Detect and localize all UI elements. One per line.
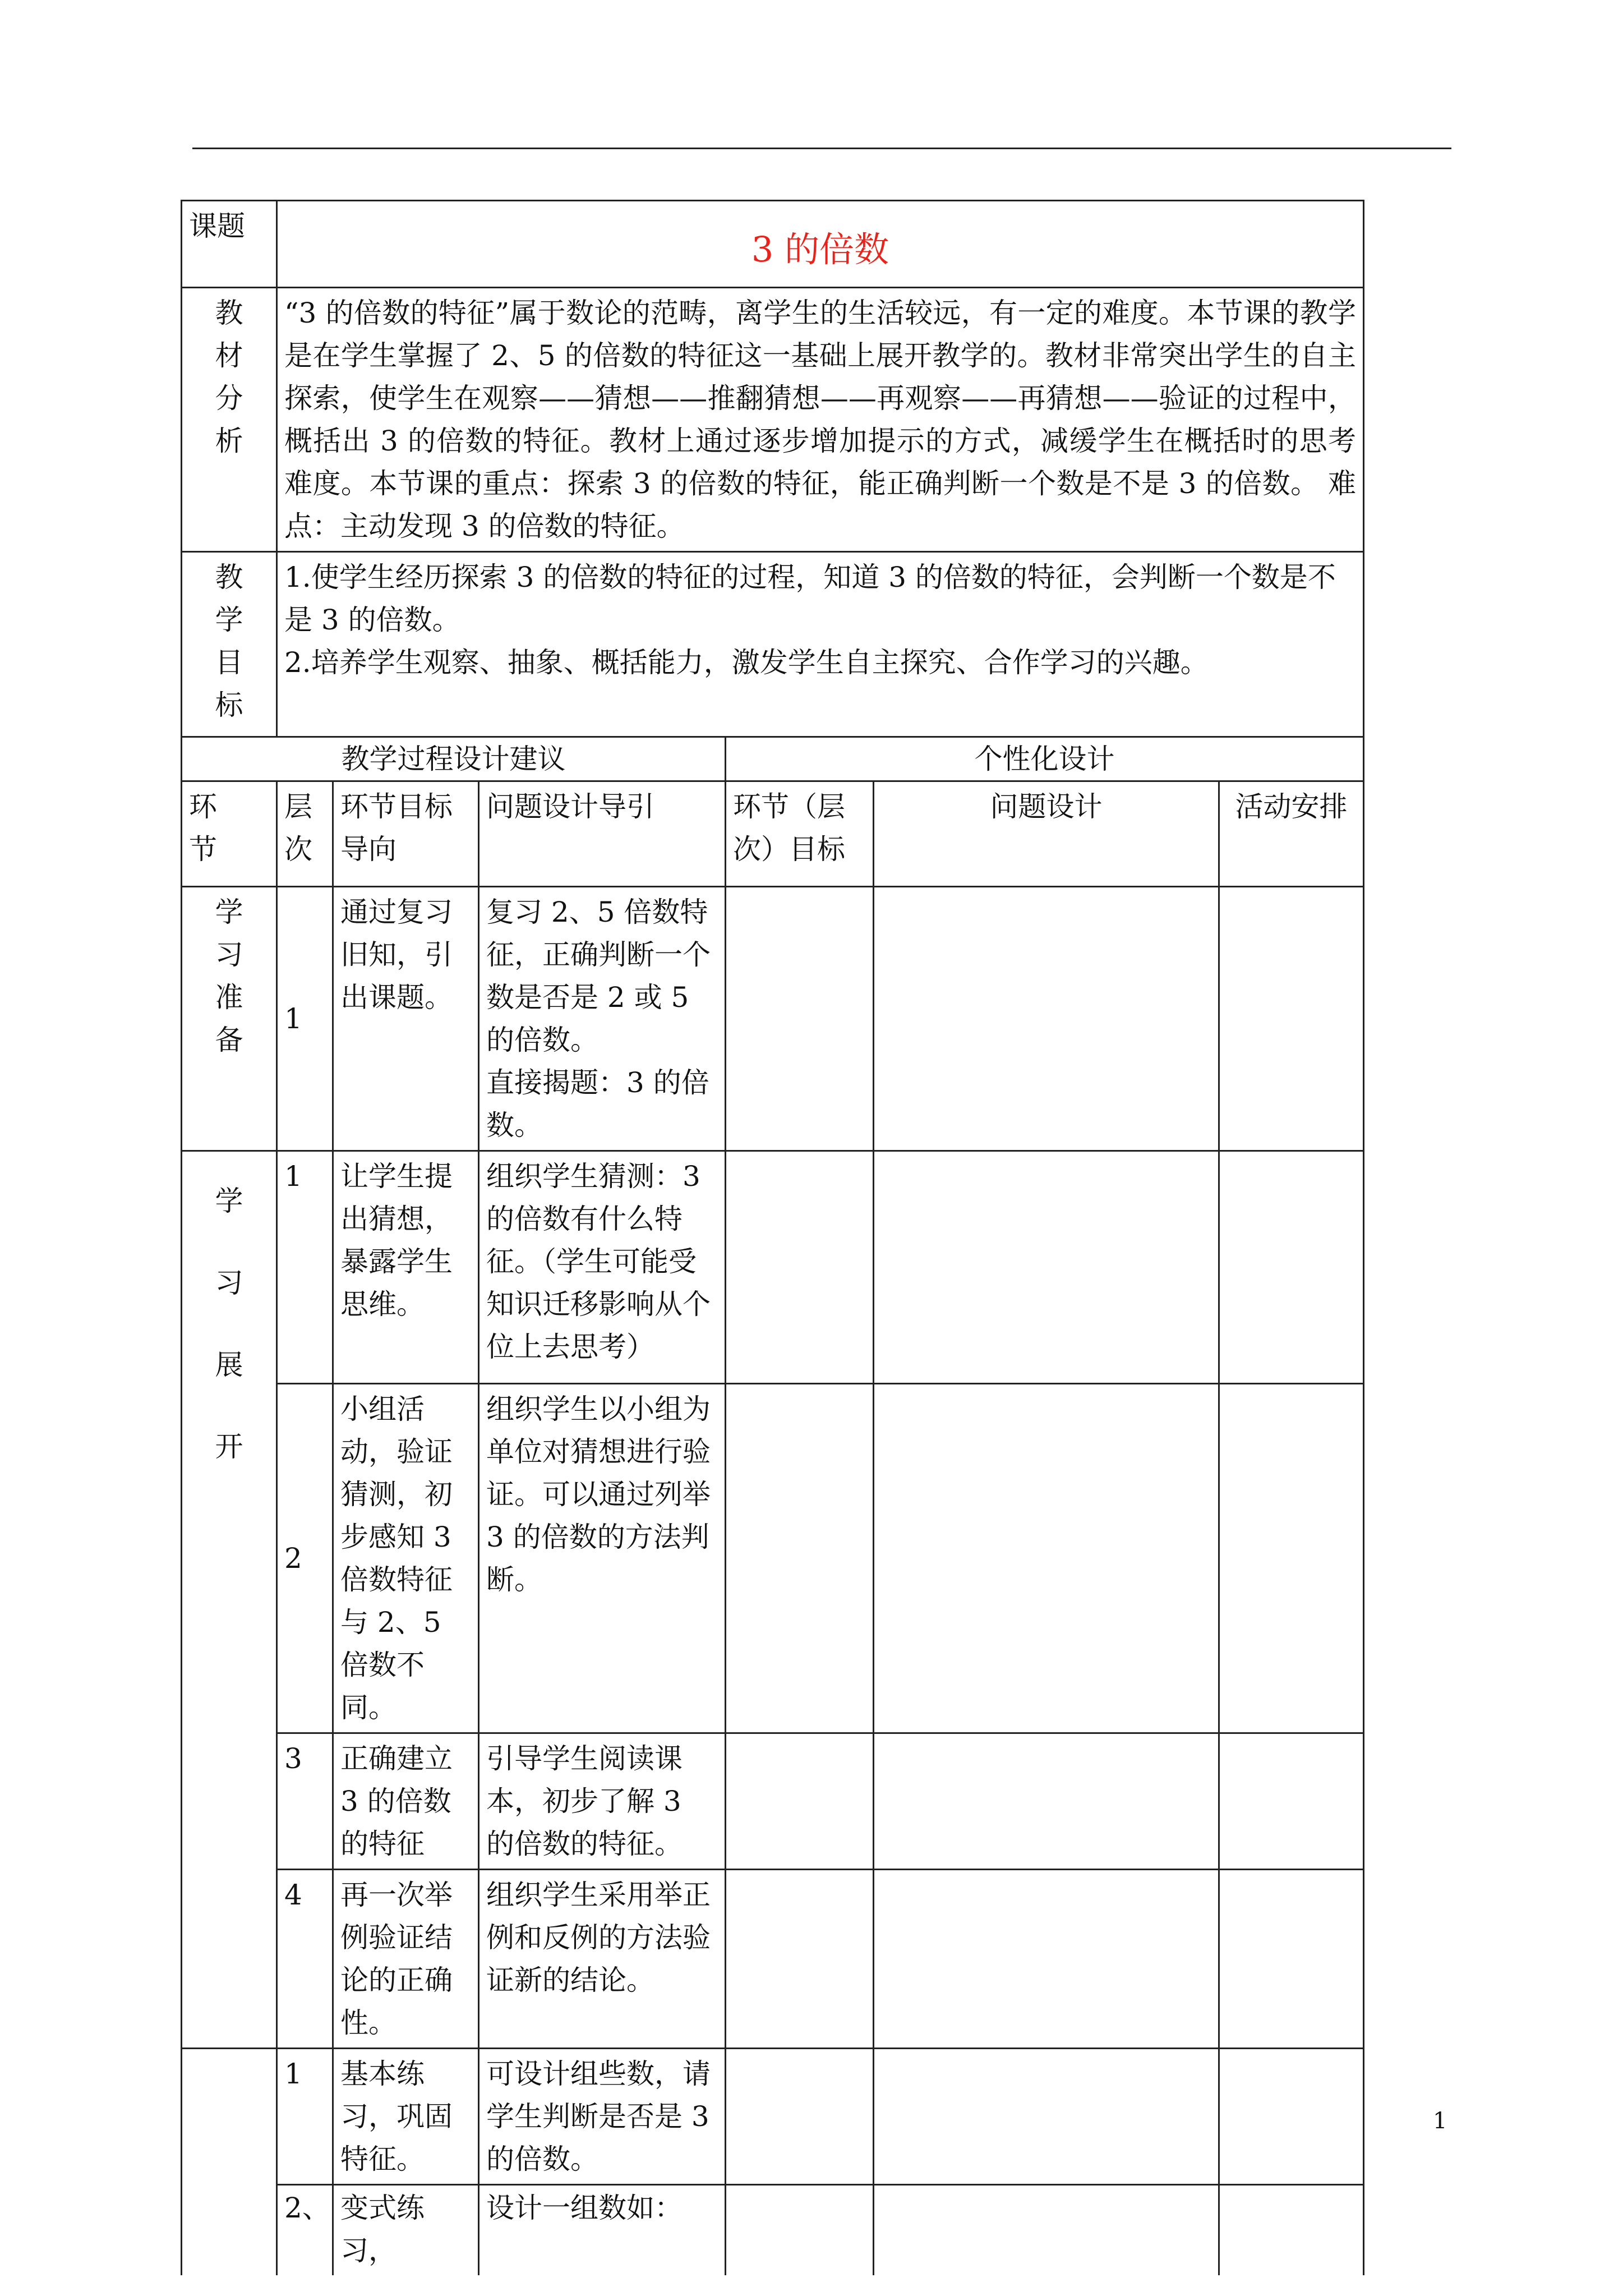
target-cell: 小组活动，验证猜测，初步感知 3 倍数特征与 2、5 倍数不同。 [333, 1384, 479, 1733]
analysis-text: “3 的倍数的特征”属于数论的范畴，离学生的生活较远，有一定的难度。本节课的教学是在学生掌握了 2、5 的倍数的特征这一基础上展开教学的。教材非常突出学生的自主探索，使学生在观察——猜想——推翻猜想——再观察——再猜想——验证的过程中，概括出 3 的倍数的特征。教材上通过逐步增加提示的方式，减缓学生在概括时的思考难度。本节课的重点：探索 3 的倍数的特征，能正确判断一个数是不是 3 的倍数。 难点：主动发现 3 的倍数的特征。 [277, 288, 1364, 552]
level-cell: 2 [277, 1384, 333, 1733]
table-row [182, 1384, 1364, 1733]
table-row [182, 1151, 1364, 1384]
stage-label [182, 2049, 277, 2276]
goals-row [182, 552, 1364, 737]
table-row [182, 887, 1364, 1151]
lesson-title-row [182, 201, 1364, 288]
page-number: 1 [1433, 2108, 1447, 2134]
goal-item: 2.培养学生观察、抽象、概括能力，激发学生自主探究、合作学习的兴趣。 [284, 646, 1209, 679]
guide-cell: 组织学生猜测：3 的倍数有什么特征。（学生可能受知识迁移影响从个位上去思考） [479, 1151, 726, 1384]
analysis-label: 教 材 分 析 [182, 288, 277, 552]
level-cell: 1 [277, 1151, 333, 1384]
col-activity: 活动安排 [1219, 781, 1364, 887]
lesson-plan-table [181, 200, 1364, 2275]
goals-label: 教 学 目 标 [182, 552, 277, 737]
table-row [182, 2049, 1364, 2185]
column-header-row [182, 781, 1364, 887]
col-guide: 问题设计导引 [479, 781, 726, 887]
col-personal-target: 环节（层 次）目标 [726, 781, 874, 887]
stage-label: 学 习 展 开 [182, 1151, 277, 2049]
goals-text [277, 552, 1364, 737]
table-row [182, 1733, 1364, 1870]
col-stage: 环 节 [182, 781, 277, 887]
goal-item: 1.使学生经历探索 3 的倍数的特征的过程，知道 3 的倍数的特征，会判断一个数是不是 3 的倍数。 [284, 561, 1336, 636]
process-left-header: 教学过程设计建议 [182, 737, 726, 781]
level-cell: 1 [277, 2049, 333, 2185]
target-cell: 再一次举例验证结论的正确性。 [333, 1870, 479, 2049]
guide-cell: 引导学生阅读课本，初步了解 3 的倍数的特征。 [479, 1733, 726, 1870]
process-right-header: 个性化设计 [726, 737, 1364, 781]
analysis-row [182, 288, 1364, 552]
guide-cell: 设计一组数如： [479, 2185, 726, 2276]
col-level: 层 次 [277, 781, 333, 887]
header-rule [192, 148, 1451, 149]
col-question-design: 问题设计 [874, 781, 1219, 887]
table-row [182, 1870, 1364, 2049]
level-cell: 3 [277, 1733, 333, 1870]
stage-label: 学 习 准 备 [182, 887, 277, 1151]
guide-cell: 可设计组些数，请学生判断是否是 3 的倍数。 [479, 2049, 726, 2185]
level-cell: 1 [277, 887, 333, 1151]
target-cell: 正确建立 3 的倍数的特征 [333, 1733, 479, 1870]
guide-cell: 组织学生采用举正例和反例的方法验证新的结论。 [479, 1870, 726, 2049]
target-cell: 让学生提出猜想，暴露学生思维。 [333, 1151, 479, 1384]
col-target: 环节目标 导向 [333, 781, 479, 887]
target-cell: 通过复习旧知，引出课题。 [333, 887, 479, 1151]
target-cell: 变式练习， [333, 2185, 479, 2276]
guide-cell: 复习 2、5 倍数特征，正确判断一个数是否是 2 或 5 的倍数。 直接揭题：3 的倍数。 [479, 887, 726, 1151]
table-row [182, 2185, 1364, 2276]
target-cell: 基本练习，巩固特征。 [333, 2049, 479, 2185]
lesson-title: 3 的倍数 [277, 201, 1364, 288]
level-cell: 2、 [277, 2185, 333, 2276]
process-header-row [182, 737, 1364, 781]
lesson-label: 课题 [182, 201, 277, 288]
guide-cell: 组织学生以小组为单位对猜想进行验证。可以通过列举 3 的倍数的方法判断。 [479, 1384, 726, 1733]
level-cell: 4 [277, 1870, 333, 2049]
